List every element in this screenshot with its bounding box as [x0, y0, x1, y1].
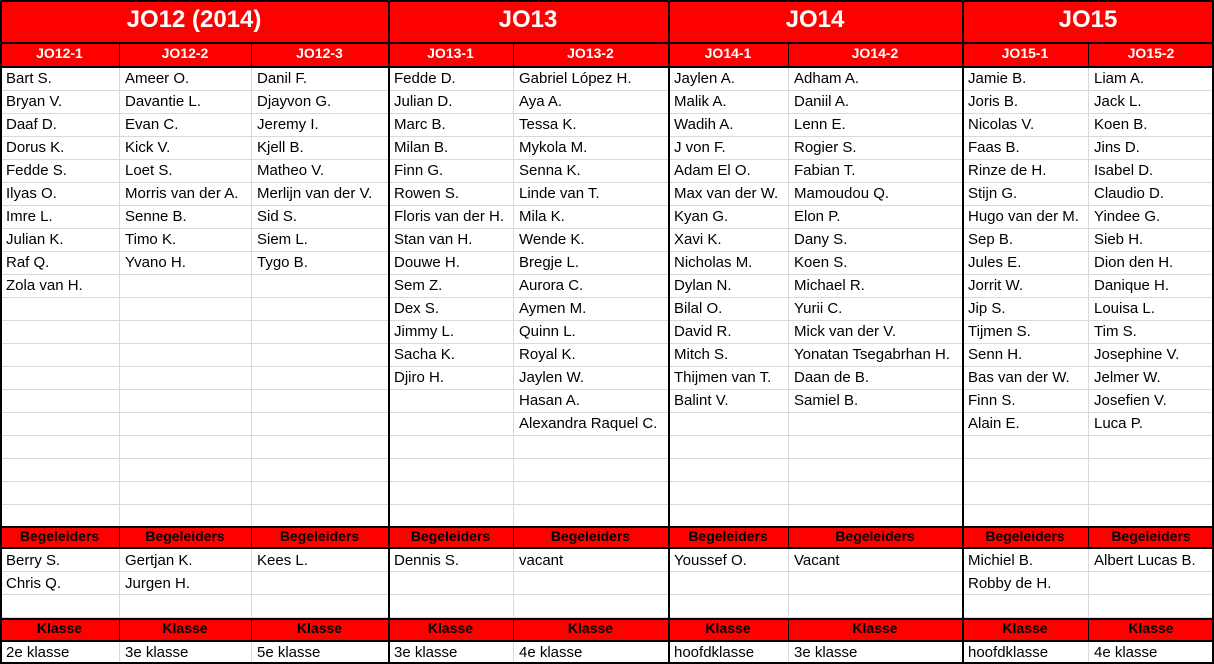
header-divider	[251, 42, 252, 67]
header-divider	[1088, 618, 1089, 641]
player-name[interactable]: Wende K.	[519, 231, 585, 248]
player-name[interactable]: Ilyas O.	[6, 185, 57, 202]
player-name[interactable]: Daniil A.	[794, 93, 850, 110]
player-name[interactable]: Djiro H.	[394, 369, 445, 386]
grid-row-line	[0, 481, 1214, 482]
player-name[interactable]: Joris B.	[968, 93, 1019, 110]
player-name[interactable]: Nicolas V.	[968, 116, 1035, 133]
player-name[interactable]: Bryan V.	[6, 93, 63, 110]
player-name[interactable]: Dorus K.	[6, 139, 65, 156]
player-name[interactable]: Nicholas M.	[674, 254, 753, 271]
begeleider-name[interactable]: Dennis S.	[394, 552, 460, 569]
player-name[interactable]: Milan B.	[394, 139, 449, 156]
player-name[interactable]: Koen B.	[1094, 116, 1148, 133]
player-name[interactable]: Fedde D.	[394, 70, 456, 87]
player-name[interactable]: Yonatan Tsegabrhan H.	[794, 346, 950, 363]
player-name[interactable]: Julian K.	[6, 231, 64, 248]
player-name[interactable]: Alain E.	[968, 415, 1020, 432]
player-name[interactable]: Mykola M.	[519, 139, 588, 156]
player-name[interactable]: Jimmy L.	[394, 323, 454, 340]
column-divider	[513, 67, 514, 664]
player-name[interactable]: Davantie L.	[125, 93, 201, 110]
player-name[interactable]: Gabriel López H.	[519, 70, 632, 87]
player-name[interactable]: Jelmer W.	[1094, 369, 1161, 386]
player-name[interactable]: Stan van H.	[394, 231, 473, 248]
row-border	[0, 618, 1214, 620]
begeleiders-header: Begeleiders	[410, 528, 491, 544]
player-name[interactable]: Elon P.	[794, 208, 841, 225]
player-name[interactable]: Liam A.	[1094, 70, 1145, 87]
player-name[interactable]: Samiel B.	[794, 392, 859, 409]
begeleider-name[interactable]: Robby de H.	[968, 575, 1052, 592]
player-name[interactable]: Linde van T.	[519, 185, 600, 202]
row-border	[0, 66, 1214, 68]
player-name[interactable]: Douwe H.	[394, 254, 460, 271]
player-name[interactable]: Malik A.	[674, 93, 727, 110]
grid-row-line	[0, 504, 1214, 505]
team-header-jo12-1[interactable]: JO12-1	[36, 45, 83, 61]
player-name[interactable]: Sid S.	[257, 208, 298, 225]
player-name[interactable]: Tygo B.	[257, 254, 308, 271]
player-name[interactable]: Jeremy I.	[257, 116, 319, 133]
player-name[interactable]: Dex S.	[394, 300, 440, 317]
begeleider-name[interactable]: Vacant	[794, 552, 840, 569]
player-name[interactable]: Stijn G.	[968, 185, 1018, 202]
klasse-value[interactable]: 5e klasse	[257, 644, 321, 661]
player-name[interactable]: Imre L.	[6, 208, 53, 225]
begeleiders-header: Begeleiders	[145, 528, 225, 544]
klasse-header: Klasse	[567, 620, 614, 636]
klasse-value[interactable]: 3e klasse	[794, 644, 858, 661]
begeleiders-header: Begeleiders	[550, 528, 631, 544]
klasse-header: Klasse	[1002, 620, 1048, 636]
begeleiders-header: Begeleiders	[1111, 528, 1191, 544]
player-name[interactable]: Tijmen S.	[968, 323, 1031, 340]
player-name[interactable]: Max van der W.	[674, 185, 779, 202]
player-name[interactable]: Floris van der H.	[394, 208, 505, 225]
player-name[interactable]: Rinze de H.	[968, 162, 1047, 179]
player-name[interactable]: Matheo V.	[257, 162, 324, 179]
header-divider	[251, 618, 252, 641]
begeleider-name[interactable]: Gertjan K.	[125, 552, 193, 569]
row-border	[0, 547, 1214, 549]
player-name[interactable]: Ameer O.	[125, 70, 190, 87]
player-name[interactable]: David R.	[674, 323, 732, 340]
player-name[interactable]: Siem L.	[257, 231, 308, 248]
player-name[interactable]: Mila K.	[519, 208, 565, 225]
klasse-value[interactable]: hoofdklasse	[674, 644, 755, 661]
begeleider-name[interactable]: Kees L.	[257, 552, 308, 569]
player-name[interactable]: Kyan G.	[674, 208, 729, 225]
player-name[interactable]: Yurii C.	[794, 300, 843, 317]
player-name[interactable]: Finn S.	[968, 392, 1016, 409]
player-name[interactable]: Kjell B.	[257, 139, 304, 156]
player-name[interactable]: Rowen S.	[394, 185, 460, 202]
klasse-value[interactable]: 4e klasse	[1094, 644, 1158, 661]
player-name[interactable]: Sep B.	[968, 231, 1014, 248]
player-name[interactable]: Aurora C.	[519, 277, 584, 294]
player-name[interactable]: Bilal O.	[674, 300, 723, 317]
player-name[interactable]: Senn H.	[968, 346, 1023, 363]
player-name[interactable]: Thijmen van T.	[674, 369, 772, 386]
player-name[interactable]: Morris van der A.	[125, 185, 239, 202]
row-border	[0, 42, 1214, 44]
group-border	[388, 0, 390, 664]
player-name[interactable]: Marc B.	[394, 116, 446, 133]
player-name[interactable]: Zola van H.	[6, 277, 83, 294]
begeleiders-header: Begeleiders	[985, 528, 1065, 544]
group-border	[962, 0, 964, 664]
player-name[interactable]: Mamoudou Q.	[794, 185, 890, 202]
row-border	[0, 526, 1214, 528]
player-name[interactable]: J von F.	[674, 139, 726, 156]
klasse-header: Klasse	[162, 620, 208, 636]
player-name[interactable]: Julian D.	[394, 93, 453, 110]
header-divider	[788, 526, 789, 548]
player-name[interactable]: Danil F.	[257, 70, 308, 87]
player-name[interactable]: Isabel D.	[1094, 162, 1154, 179]
player-name[interactable]: Wadih A.	[674, 116, 734, 133]
player-name[interactable]: Dion den H.	[1094, 254, 1174, 271]
begeleiders-header: Begeleiders	[835, 528, 915, 544]
team-header-jo13-1[interactable]: JO13-1	[427, 45, 474, 61]
player-name[interactable]: Bart S.	[6, 70, 52, 87]
header-divider	[1088, 526, 1089, 548]
header-divider	[1088, 42, 1089, 67]
player-name[interactable]: Alexandra Raquel C.	[519, 415, 658, 432]
player-name[interactable]: Mick van der V.	[794, 323, 896, 340]
group-title-jo15: JO15	[1058, 6, 1118, 33]
team-header-jo12-3[interactable]: JO12-3	[296, 45, 343, 61]
player-name[interactable]: Jules E.	[968, 254, 1022, 271]
grid-row-line	[0, 435, 1214, 436]
group-border	[668, 0, 670, 664]
player-name[interactable]: Yindee G.	[1094, 208, 1161, 225]
klasse-value[interactable]: hoofdklasse	[968, 644, 1049, 661]
begeleider-name[interactable]: Jurgen H.	[125, 575, 191, 592]
player-name[interactable]: Raf Q.	[6, 254, 50, 271]
player-name[interactable]: Balint V.	[674, 392, 729, 409]
player-name[interactable]: Michael R.	[794, 277, 865, 294]
klasse-header: Klasse	[36, 620, 83, 636]
player-name[interactable]: Adham A.	[794, 70, 860, 87]
player-name[interactable]: Claudio D.	[1094, 185, 1165, 202]
begeleider-name[interactable]: Albert Lucas B.	[1094, 552, 1196, 569]
header-divider	[513, 618, 514, 641]
header-divider	[251, 526, 252, 548]
header-divider	[119, 526, 120, 548]
player-name[interactable]: Rogier S.	[794, 139, 857, 156]
group-title-jo13: JO13	[498, 6, 558, 33]
klasse-header: Klasse	[296, 620, 343, 636]
player-name[interactable]: Evan C.	[125, 116, 179, 133]
player-name[interactable]: Dany S.	[794, 231, 848, 248]
klasse-value[interactable]: 2e klasse	[6, 644, 70, 661]
player-name[interactable]: Sem Z.	[394, 277, 443, 294]
player-name[interactable]: Jaylen A.	[674, 70, 735, 87]
player-name[interactable]: Koen S.	[794, 254, 848, 271]
player-name[interactable]: Danique H.	[1094, 277, 1170, 294]
column-divider	[119, 67, 120, 664]
klasse-header: Klasse	[705, 620, 751, 636]
player-name[interactable]: Xavi K.	[674, 231, 722, 248]
team-header-jo13-2[interactable]: JO13-2	[567, 45, 614, 61]
header-divider	[119, 42, 120, 67]
row-border	[0, 640, 1214, 642]
klasse-header: Klasse	[427, 620, 474, 636]
player-name[interactable]: Loet S.	[125, 162, 173, 179]
player-name[interactable]: Senna K.	[519, 162, 581, 179]
begeleider-name[interactable]: Chris Q.	[6, 575, 62, 592]
klasse-value[interactable]: 3e klasse	[394, 644, 458, 661]
player-name[interactable]: Jamie B.	[968, 70, 1027, 87]
header-divider	[119, 618, 120, 641]
player-name[interactable]: Quinn L.	[519, 323, 576, 340]
player-name[interactable]: Tim S.	[1094, 323, 1137, 340]
klasse-value[interactable]: 3e klasse	[125, 644, 189, 661]
player-name[interactable]: Merlijn van der V.	[257, 185, 373, 202]
begeleiders-header: Begeleiders	[279, 528, 360, 544]
player-name[interactable]: Aya A.	[519, 93, 563, 110]
player-name[interactable]: Josephine V.	[1094, 346, 1180, 363]
player-name[interactable]: Jip S.	[968, 300, 1006, 317]
column-divider	[788, 67, 789, 664]
team-header-jo12-2[interactable]: JO12-2	[161, 45, 209, 61]
player-name[interactable]: Tessa K.	[519, 116, 577, 133]
group-border	[0, 0, 2, 664]
player-name[interactable]: Djayvon G.	[257, 93, 332, 110]
team-header-jo14-1[interactable]: JO14-1	[704, 45, 752, 61]
begeleiders-header: Begeleiders	[19, 528, 100, 544]
team-header-jo15-1[interactable]: JO15-1	[1001, 45, 1049, 61]
player-name[interactable]: Fedde S.	[6, 162, 67, 179]
player-name[interactable]: Daan de B.	[794, 369, 870, 386]
header-divider	[513, 42, 514, 67]
player-name[interactable]: Kick V.	[125, 139, 171, 156]
begeleider-name[interactable]: Michiel B.	[968, 552, 1034, 569]
player-name[interactable]: Adam El O.	[674, 162, 751, 179]
player-name[interactable]: Daaf D.	[6, 116, 57, 133]
group-title-jo12-2014-: JO12 (2014)	[126, 6, 262, 33]
row-border	[0, 0, 1214, 2]
header-divider	[788, 618, 789, 641]
player-name[interactable]: Royal K.	[519, 346, 576, 363]
player-name[interactable]: Luca P.	[1094, 415, 1143, 432]
group-title-jo14: JO14	[785, 6, 845, 33]
begeleider-name[interactable]: vacant	[519, 552, 564, 569]
player-name[interactable]: Jack L.	[1094, 93, 1142, 110]
begeleider-name[interactable]: Youssef O.	[674, 552, 747, 569]
begeleider-name[interactable]: Berry S.	[6, 552, 61, 569]
player-name[interactable]: Hasan A.	[519, 392, 580, 409]
begeleiders-header: Begeleiders	[688, 528, 768, 544]
player-name[interactable]: Timo K.	[125, 231, 177, 248]
player-name[interactable]: Jorrit W.	[968, 277, 1023, 294]
player-name[interactable]: Bas van der W.	[968, 369, 1070, 386]
player-name[interactable]: Mitch S.	[674, 346, 729, 363]
player-name[interactable]: Yvano H.	[125, 254, 186, 271]
header-divider	[788, 42, 789, 67]
player-name[interactable]: Sacha K.	[394, 346, 455, 363]
klasse-header: Klasse	[852, 620, 898, 636]
team-header-jo15-2[interactable]: JO15-2	[1127, 45, 1175, 61]
player-name[interactable]: Josefien V.	[1094, 392, 1167, 409]
player-name[interactable]: Bregje L.	[519, 254, 580, 271]
player-name[interactable]: Lenn E.	[794, 116, 846, 133]
player-name[interactable]: Dylan N.	[674, 277, 732, 294]
player-name[interactable]: Jaylen W.	[519, 369, 585, 386]
player-name[interactable]: Senne B.	[125, 208, 187, 225]
player-name[interactable]: Fabian T.	[794, 162, 856, 179]
header-divider	[513, 526, 514, 548]
team-header-jo14-2[interactable]: JO14-2	[851, 45, 899, 61]
klasse-header: Klasse	[1128, 620, 1174, 636]
player-name[interactable]: Sieb H.	[1094, 231, 1144, 248]
player-name[interactable]: Jins D.	[1094, 139, 1140, 156]
player-name[interactable]: Hugo van der M.	[968, 208, 1079, 225]
grid-row-line	[0, 458, 1214, 459]
player-name[interactable]: Faas B.	[968, 139, 1020, 156]
klasse-value[interactable]: 4e klasse	[519, 644, 583, 661]
player-name[interactable]: Aymen M.	[519, 300, 587, 317]
player-name[interactable]: Louisa L.	[1094, 300, 1155, 317]
column-divider	[1088, 67, 1089, 664]
player-name[interactable]: Finn G.	[394, 162, 444, 179]
column-divider	[251, 67, 252, 664]
